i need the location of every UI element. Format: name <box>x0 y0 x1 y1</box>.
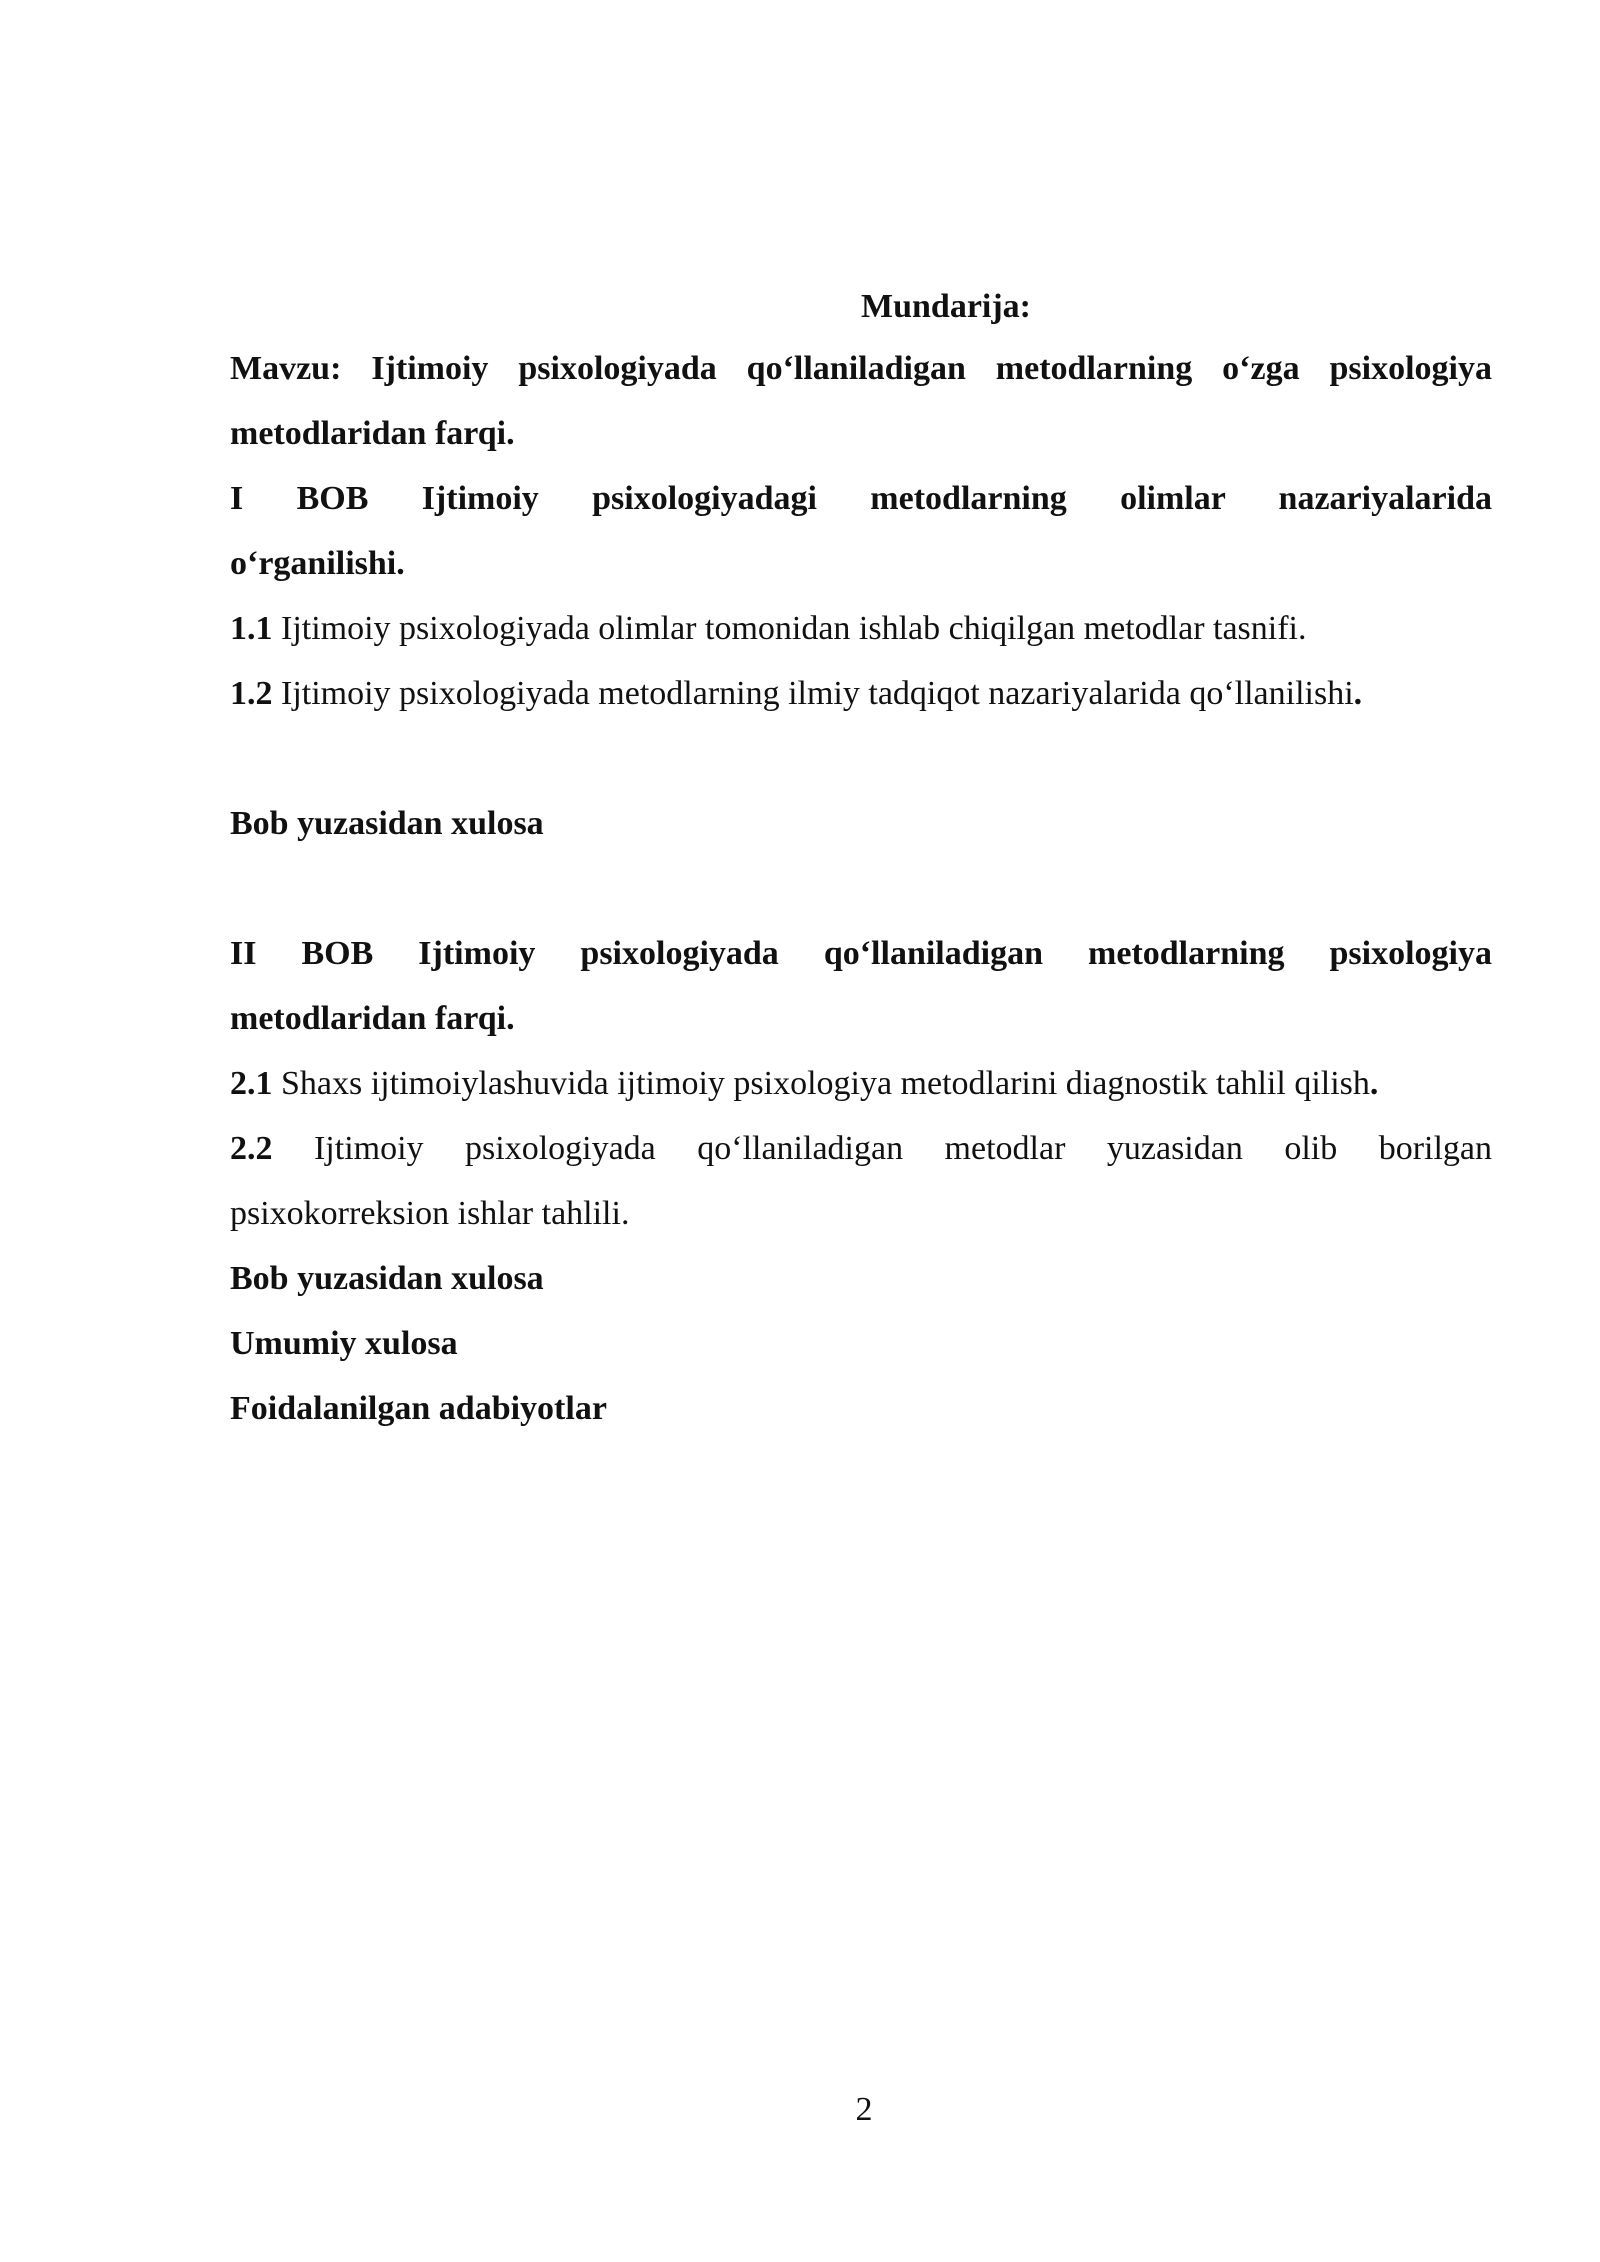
spacer <box>230 726 1492 791</box>
section-2-2-number: 2.2 <box>230 1130 273 1167</box>
chapter-1-conclusion: Bob yuzasidan xulosa <box>230 805 544 842</box>
section-1-2-text: Ijtimoiy psixologiyada metodlarning ilmiy tadqiqot nazariyalarida qo‘llanilishi <box>272 675 1354 712</box>
chapter-1-title-line-1: I BOB Ijtimoiy psixologiyadagi metodlarning olimlar nazariyalarida <box>230 480 1492 517</box>
chapter-1-title-line-2: o‘rganilishi. <box>230 545 405 582</box>
section-1-1-text: Ijtimoiy psixologiyada olimlar tomonidan ishlab chiqilgan metodlar tasnifi. <box>272 610 1307 647</box>
chapter-2-conclusion: Bob yuzasidan xulosa <box>230 1260 544 1297</box>
section-1-1-number: 1.1 <box>230 610 273 647</box>
references: Foidalanilgan adabiyotlar <box>230 1390 607 1427</box>
section-1-2-number: 1.2 <box>230 675 273 712</box>
section-2-2-line-1 <box>230 1116 1492 1181</box>
section-2-1-text: Shaxs ijtimoiylashuvida ijtimoiy psixologiya metodlarini diagnostik tahlil qilish <box>272 1065 1370 1102</box>
topic-line-2: metodlaridan farqi. <box>230 415 515 452</box>
section-2-2-text-line-2: psixokorreksion ishlar tahlili. <box>230 1195 630 1232</box>
section-1-2 <box>230 661 1492 726</box>
section-2-2-text-line-1: Ijtimoiy psixologiyada qo‘llaniladigan metodlar yuzasidan olib borilgan <box>272 1130 1492 1167</box>
spacer <box>230 856 1492 921</box>
chapter-2-title-line-1: II BOB Ijtimoiy psixologiyada qo‘llaniladigan metodlarning psixologiya <box>230 935 1492 972</box>
topic-line-1: Mavzu: Ijtimoiy psixologiyada qo‘llaniladigan metodlarning o‘zga psixologiya <box>230 350 1492 387</box>
section-1-2-period: . <box>1353 675 1363 712</box>
section-2-1-period: . <box>1369 1065 1379 1102</box>
section-1-1 <box>230 596 1492 661</box>
section-2-1 <box>230 1051 1492 1116</box>
chapter-2-title-line-2: metodlaridan farqi. <box>230 1000 515 1037</box>
section-2-1-number: 2.1 <box>230 1065 273 1102</box>
toc-title: Mundarija: <box>861 288 1031 325</box>
page-number: 2 <box>855 2091 873 2128</box>
general-conclusion: Umumiy xulosa <box>230 1325 458 1362</box>
table-of-contents <box>230 278 1492 1441</box>
